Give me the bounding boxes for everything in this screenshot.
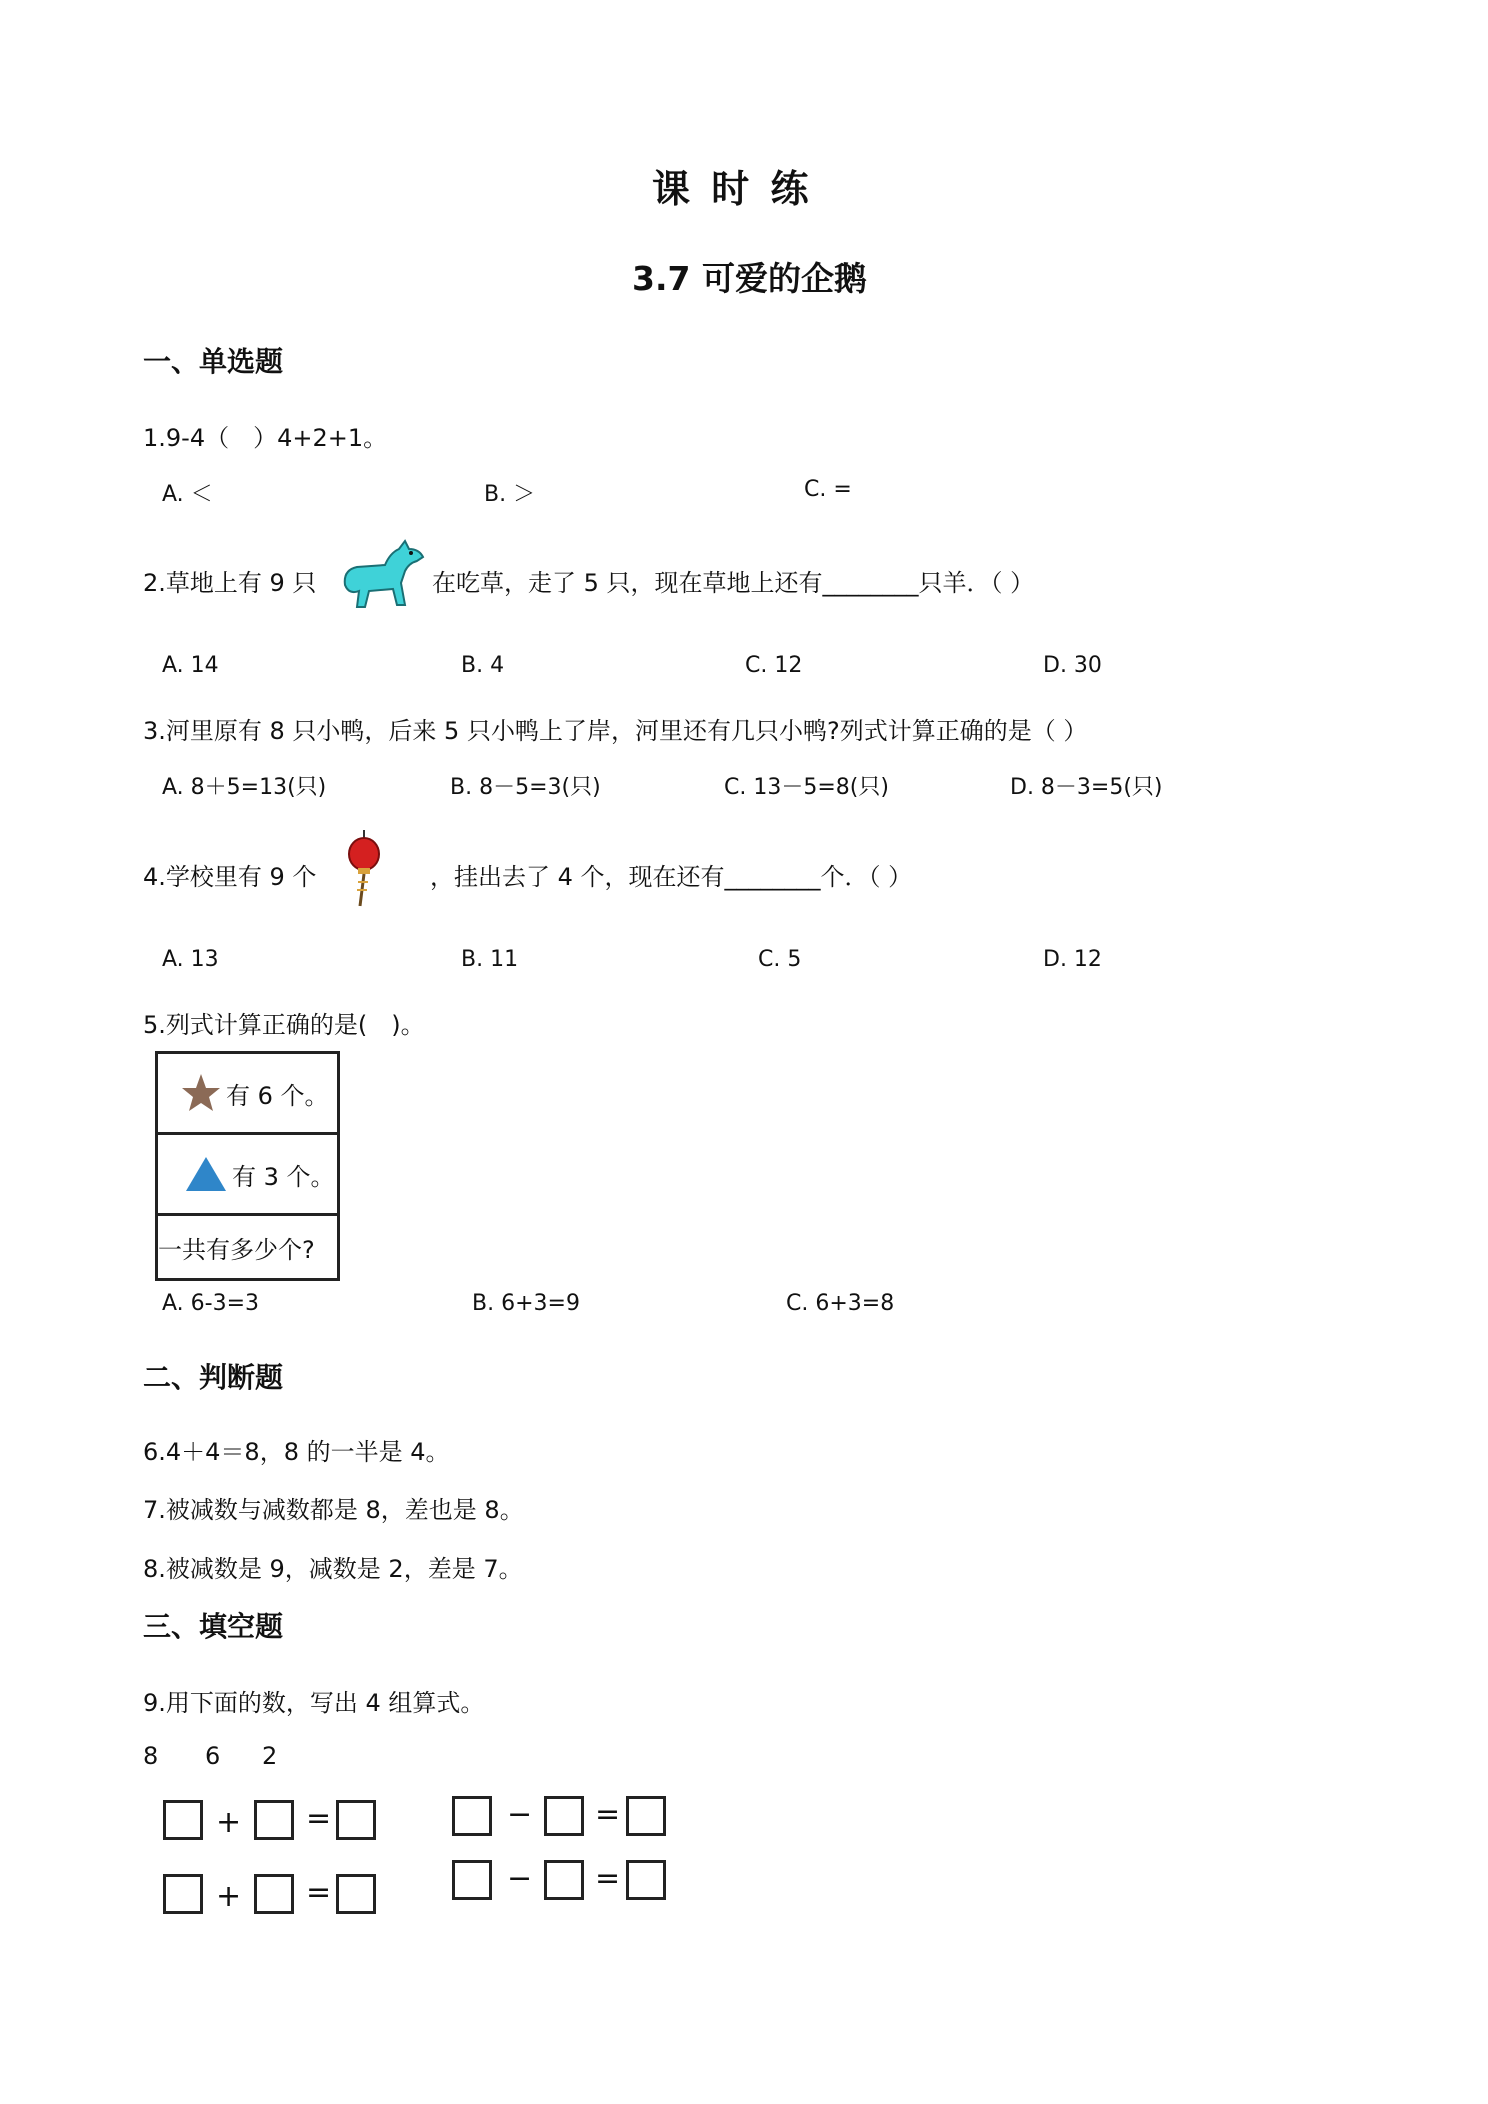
q2-option-b[interactable]: B. 4 bbox=[461, 653, 505, 678]
equals-sign: = bbox=[306, 1801, 332, 1836]
q2-option-d[interactable]: D. 30 bbox=[1043, 653, 1102, 678]
answer-box[interactable] bbox=[544, 1860, 584, 1900]
q1-option-a[interactable]: A. ＜ bbox=[162, 482, 213, 507]
question-1: 1.9-4（ ）4+2+1。 bbox=[143, 424, 388, 452]
answer-box[interactable] bbox=[163, 1874, 203, 1914]
q9-number: 6 bbox=[205, 1742, 221, 1770]
q1-option-c[interactable]: C. = bbox=[804, 477, 852, 502]
q4-option-a[interactable]: A. 13 bbox=[162, 947, 219, 972]
q5-table-row bbox=[157, 1215, 339, 1280]
q3-option-d[interactable]: D. 8－3=5(只) bbox=[1010, 775, 1163, 800]
question-7: 7.被减数与减数都是 8，差也是 8。 bbox=[143, 1496, 524, 1524]
q9-number: 2 bbox=[262, 1742, 278, 1770]
q4-option-c[interactable]: C. 5 bbox=[758, 947, 802, 972]
question-2-after: 在吃草，走了 5 只，现在草地上还有________只羊．（ ） bbox=[432, 569, 1035, 597]
triangle-icon bbox=[184, 1155, 228, 1193]
answer-box[interactable] bbox=[163, 1800, 203, 1840]
q5-row2-text: 有 3 个。 bbox=[232, 1162, 335, 1191]
q2-option-c[interactable]: C. 12 bbox=[745, 653, 803, 678]
q4-option-d[interactable]: D. 12 bbox=[1043, 947, 1102, 972]
page-title: 课 时 练 bbox=[652, 166, 813, 211]
answer-box[interactable] bbox=[544, 1796, 584, 1836]
q9-number: 8 bbox=[143, 1742, 159, 1770]
lantern-icon bbox=[344, 830, 384, 910]
minus-sign: − bbox=[507, 1861, 533, 1896]
lamb-icon bbox=[335, 535, 427, 615]
star-icon bbox=[180, 1072, 222, 1114]
plus-sign: + bbox=[216, 1879, 242, 1914]
question-3: 3.河里原有 8 只小鸭，后来 5 只小鸭上了岸，河里还有几只小鸭?列式计算正确的是（ ） bbox=[143, 717, 1088, 745]
plus-sign: + bbox=[216, 1805, 242, 1840]
answer-box[interactable] bbox=[336, 1800, 376, 1840]
question-6: 6.4＋4＝8，8 的一半是 4。 bbox=[143, 1438, 450, 1466]
answer-box[interactable] bbox=[254, 1874, 294, 1914]
q5-option-c[interactable]: C. 6+3=8 bbox=[786, 1291, 895, 1316]
answer-box[interactable] bbox=[452, 1860, 492, 1900]
question-5: 5.列式计算正确的是( )。 bbox=[143, 1011, 425, 1039]
answer-box[interactable] bbox=[336, 1874, 376, 1914]
section-heading-fill-in: 三、填空题 bbox=[143, 1610, 284, 1643]
q5-table bbox=[155, 1051, 340, 1281]
equals-sign: = bbox=[306, 1875, 332, 1910]
minus-sign: − bbox=[507, 1797, 533, 1832]
q5-option-a[interactable]: A. 6-3=3 bbox=[162, 1291, 260, 1316]
question-9: 9.用下面的数，写出 4 组算式。 bbox=[143, 1689, 485, 1717]
section-heading-single-choice: 一、单选题 bbox=[143, 345, 284, 378]
answer-box[interactable] bbox=[626, 1860, 666, 1900]
question-2-before: 2.草地上有 9 只 bbox=[143, 569, 317, 597]
q1-option-b[interactable]: B. ＞ bbox=[484, 482, 536, 507]
q2-option-a[interactable]: A. 14 bbox=[162, 653, 219, 678]
answer-box[interactable] bbox=[626, 1796, 666, 1836]
question-4-after: ，挂出去了 4 个，现在还有________个．（ ） bbox=[430, 863, 913, 891]
q5-table-row bbox=[157, 1053, 339, 1134]
section-heading-true-false: 二、判断题 bbox=[143, 1361, 284, 1394]
equals-sign: = bbox=[595, 1861, 621, 1896]
answer-box[interactable] bbox=[452, 1796, 492, 1836]
answer-box[interactable] bbox=[254, 1800, 294, 1840]
q3-option-c[interactable]: C. 13－5=8(只) bbox=[724, 775, 889, 800]
q5-table-row bbox=[157, 1134, 339, 1215]
page-subtitle: 3.7 可爱的企鹅 bbox=[632, 259, 867, 298]
question-8: 8.被减数是 9，减数是 2，差是 7。 bbox=[143, 1555, 523, 1583]
equals-sign: = bbox=[595, 1797, 621, 1832]
q5-row3-text: 一共有多少个? bbox=[158, 1235, 315, 1264]
q5-option-b[interactable]: B. 6+3=9 bbox=[472, 1291, 580, 1316]
q5-row1-text: 有 6 个。 bbox=[226, 1081, 329, 1110]
q3-option-b[interactable]: B. 8－5=3(只) bbox=[450, 775, 601, 800]
question-4-before: 4.学校里有 9 个 bbox=[143, 863, 317, 891]
q3-option-a[interactable]: A. 8＋5=13(只) bbox=[162, 775, 327, 800]
q4-option-b[interactable]: B. 11 bbox=[461, 947, 519, 972]
